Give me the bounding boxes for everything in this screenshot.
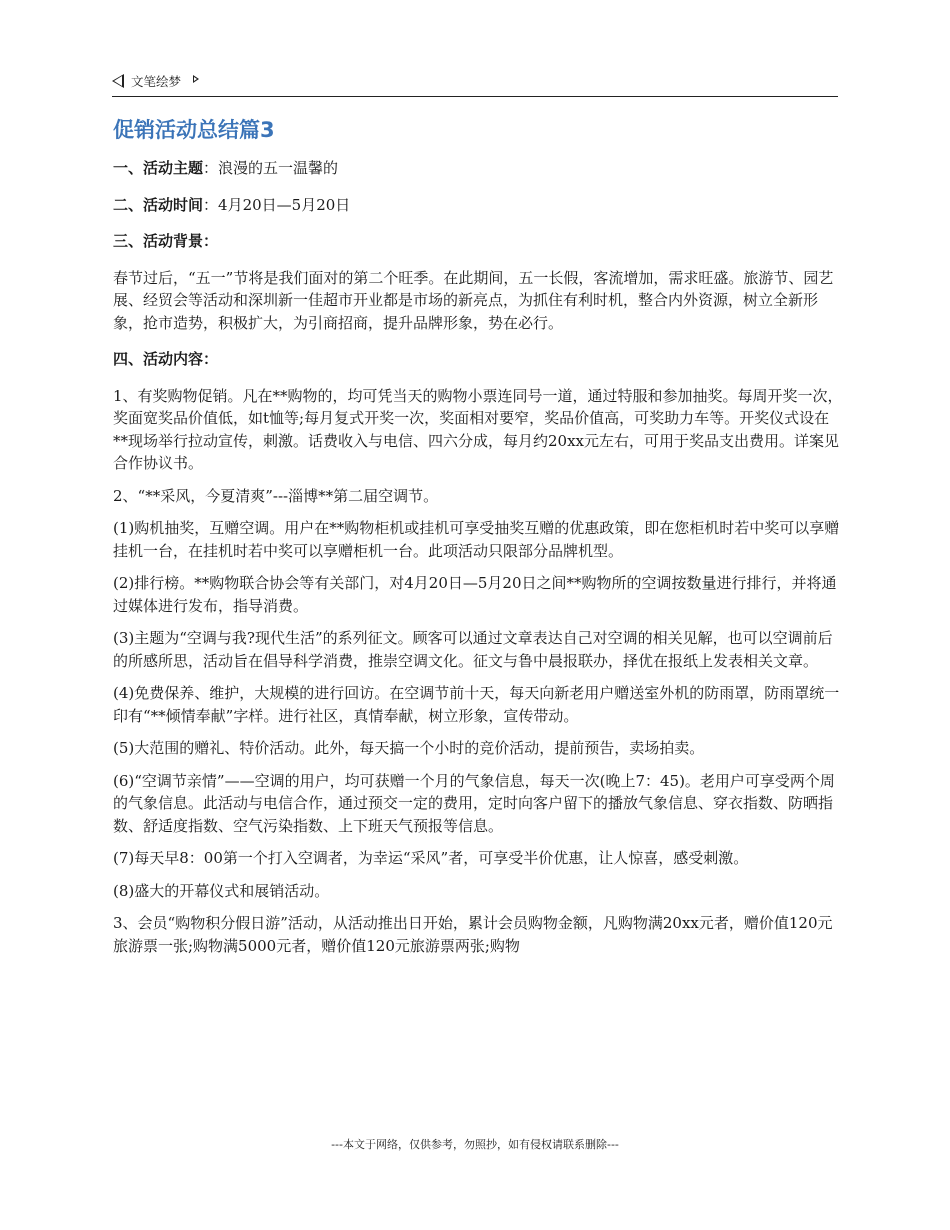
content-paragraph: (6)“空调节亲情”——空调的用户，均可获赠一个月的气象信息，每天一次(晚上7：45)。老用户可享受两个周的气象信息。此活动与电信合作，通过预交一定的费用，定时向客户留下的播放气象信息、穿衣指数、防晒指数、舒适度指数、空气污染指数、上下班天气预报等信息。 [113,771,835,835]
item-label: 三、活动背景： [113,232,219,250]
content-paragraph: (4)免费保养、维护，大规模的进行回访。在空调节前十天，每天向新老用户赠送室外机的防雨罩，防雨罩统一印有“**倾情奉献”字样。进行社区，真情奉献，树立形象，宣传带动。 [113,684,840,725]
content-paragraph: (5)大范围的赠礼、特价活动。此外，每天搞一个小时的竞价活动，提前预告，卖场拍卖。 [113,739,705,757]
background-paragraph: 春节过后，“五一”节将是我们面对的第二个旺季。在此期间，五一长假，客流增加，需求旺盛。旅游节、园艺展、经贸会等活动和深圳新一佳超市开业都是市场的新亮点，为抓住有利时机，整合内外资源，树立全新形象，抢市造势，积极扩大，为引商招商，提升品牌形象，势在必行。 [113,268,834,332]
page-footer: ---本文于网络，仅供参考，勿照抄，如有侵权请联系删除--- [331,1138,619,1151]
content-paragraph: 1、有奖购物促销。凡在**购物的，均可凭当天的购物小票连同号一道，通过特服和参加抽奖。每周开奖一次，奖面宽奖品价值低，如t恤等;每月复式开奖一次，奖面相对要窄，奖品价值高，可奖助力车等。开奖仪式设在**现场举行拉动宣传，刺激。话费收入与电信、四六分成，每月约20xx元左右，可用于奖品支出费用。详案见合作协议书。 [113,386,843,472]
item-value: 浪漫的五一温馨的 [218,159,339,177]
item-time: 二、活动时间：4月20日—5月20日 [113,195,351,214]
content-paragraph: (3)主题为“空调与我?现代生活”的系列征文。顾客可以通过文章表达自己对空调的相关见解，也可以空调前后的所感所思，活动旨在倡导科学消费，推崇空调文化。征文与鲁中晨报联办，择优在报纸上发表相关文章。 [113,629,833,670]
document-body [113,157,843,967]
item-label: 二、活动时间 [113,195,204,214]
brand [112,72,199,90]
triangle-right-icon [193,75,199,83]
page-header [112,72,838,97]
item-content [113,348,843,371]
content-paragraph: 2、“**采风，今夏清爽”---淄博**第二届空调节。 [113,486,439,505]
content-paragraph: (8)盛大的开幕仪式和展销活动。 [113,881,330,900]
content-paragraph: (7)每天早8：00第一个打入空调者，为幸运“采风”者，可享受半价优惠，让人惊喜，感受刺激。 [113,849,749,867]
content-paragraph: (2)排行榜。**购物联合协会等有关部门，对4月20日—5月20日之间**购物所的空调按数量进行排行，并将通过媒体进行发布，指导消费。 [113,574,837,615]
brand-name: 文笔绘梦 [131,74,182,89]
item-label: 四、活动内容： [113,350,219,368]
item-label: 一、活动主题 [113,159,204,177]
item-value: 4月20日—5月20日 [218,195,351,214]
content-paragraph: (1)购机抽奖，互赠空调。用户在**购物柜机或挂机可享受抽奖互赠的优惠政策，即在您柜机时若中奖可以享赠挂机一台，在挂机时若中奖可以享赠柜机一台。此项活动只限部分品牌机型。 [113,519,840,560]
page-title: 促销活动总结篇3 [113,118,275,142]
triangle-left-icon [112,74,124,88]
content-paragraph: 3、会员“购物积分假日游”活动，从活动推出日开始，累计会员购物金额，凡购物满20xx元者，赠价值120元旅游票一张;购物满5000元者，赠价值120元旅游票两张;购物 [113,914,833,955]
item-background [113,230,843,253]
item-theme: 一、活动主题：浪漫的五一温馨的 [113,159,339,177]
